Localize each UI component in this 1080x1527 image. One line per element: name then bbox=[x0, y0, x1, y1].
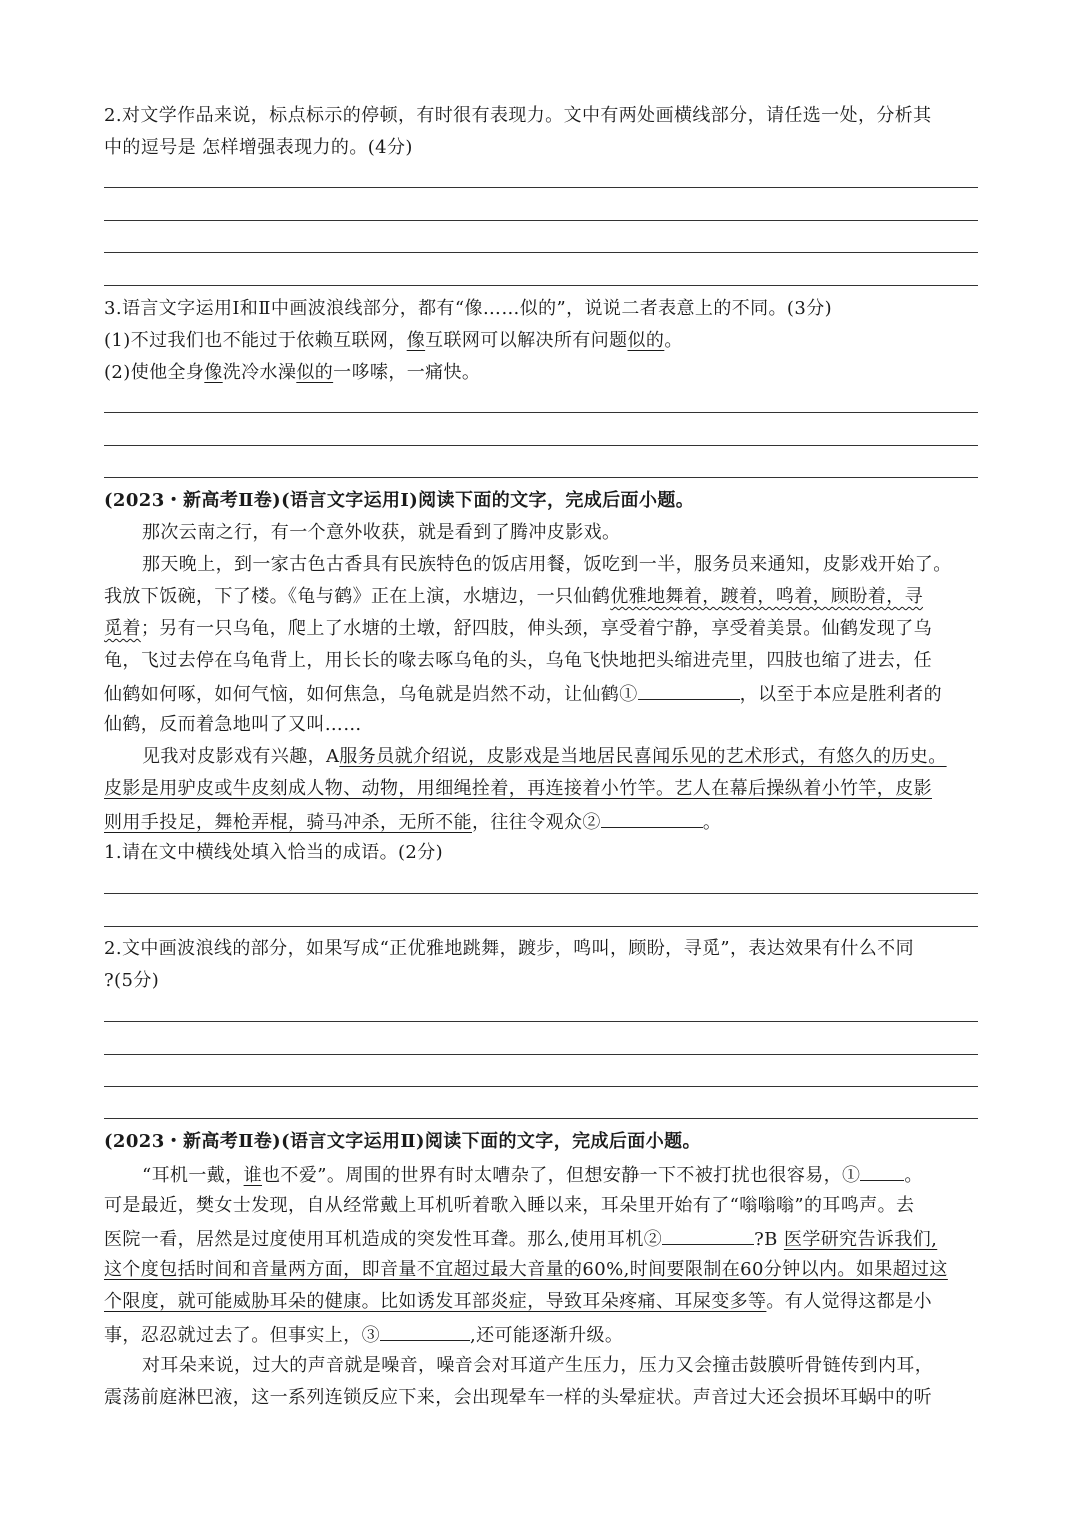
answer-line[interactable] bbox=[104, 1021, 978, 1022]
text-span: ，往往令观众② bbox=[472, 812, 601, 833]
fill-blank-3[interactable] bbox=[380, 1318, 470, 1341]
answer-line[interactable] bbox=[104, 1054, 978, 1055]
text-span: ，以至于本应是胜利者的 bbox=[739, 684, 943, 705]
passage-line: 可是最近，樊女士发现，自从经常戴上耳机听着歌入睡以来，耳朵里开始有了“嗡嗡嗡”的耳鸣声。去 bbox=[104, 1195, 915, 1216]
text-span: 我放下饭碗，下了楼。《龟与鹤》正在上演，水塘边，一只仙鹤 bbox=[104, 586, 611, 607]
text-span: 洗冷水澡 bbox=[222, 362, 297, 383]
q3-sentence-2 bbox=[104, 357, 978, 389]
passage-line bbox=[104, 1318, 978, 1352]
text-span: 见我对皮影戏有兴趣，A bbox=[142, 746, 340, 767]
q3-sentence-1 bbox=[104, 325, 978, 357]
underlined-word: 似的 bbox=[296, 362, 334, 383]
fill-blank-1[interactable] bbox=[860, 1158, 904, 1181]
answer-line[interactable] bbox=[104, 1086, 978, 1087]
text-span: 仙鹤如何啄，如何气恼，如何焦急，乌龟就是岿然不动，让仙鹤① bbox=[104, 684, 638, 705]
answer-line[interactable] bbox=[104, 252, 978, 253]
wavy-underline-text: 优雅地舞着，踱着，鸣着，顾盼着，寻 bbox=[610, 586, 924, 607]
text-span: 。 bbox=[702, 812, 722, 833]
fill-blank-2[interactable] bbox=[662, 1222, 754, 1245]
passage-line bbox=[104, 581, 978, 613]
section-header: (2023・新高考Ⅱ卷)(语言文字运用Ⅰ)阅读下面的文字，完成后面小题。 bbox=[104, 490, 695, 511]
section-header: (2023・新高考Ⅱ卷)(语言文字运用Ⅱ)阅读下面的文字，完成后面小题。 bbox=[104, 1131, 701, 1152]
passage-line: 仙鹤，反而着急地叫了又叫…… bbox=[104, 714, 362, 735]
text-span: ,还可能逐渐升级。 bbox=[470, 1325, 624, 1346]
passage-line bbox=[104, 1158, 978, 1192]
passage-line bbox=[104, 1222, 978, 1256]
passage-line bbox=[104, 1254, 978, 1286]
question-1: 1.请在文中横线处填入恰当的成语。(2分) bbox=[104, 842, 444, 863]
text-span: ?B bbox=[754, 1229, 784, 1250]
underlined-text: 个限度，就可能威胁耳朵的健康。比如诱发耳部炎症，导致耳朵疼痛、耳屎变多等 bbox=[104, 1291, 767, 1312]
passage-line: 龟，飞过去停在乌龟背上，用长长的喙去啄乌龟的头，乌龟飞快地把头缩进壳里，四肢也缩了进去，任 bbox=[104, 650, 932, 671]
underlined-text: 服务员就介绍说，皮影戏是当地居民喜闻乐见的艺术形式，有悠久的历史。 bbox=[339, 746, 947, 767]
underlined-text: 医学研究告诉我们, bbox=[783, 1229, 938, 1250]
underlined-text: 皮影是用驴皮或牛皮刻成人物、动物，用细绳拴着，再连接着小竹竿。艺人在幕后操纵着小竹竿，皮影 bbox=[104, 778, 932, 799]
underlined-word: 谁 bbox=[243, 1165, 263, 1186]
text-span: ；另有一只乌龟，爬上了水塘的土墩，舒四肢，伸头颈，享受着宁静，享受着美景。仙鹤发现了乌 bbox=[140, 618, 933, 639]
answer-line[interactable] bbox=[104, 926, 978, 927]
passage-line: 那次云南之行，有一个意外收获，就是看到了腾冲皮影戏。 bbox=[142, 522, 621, 543]
passage-line bbox=[104, 1286, 978, 1318]
q2-text-line-2: 中的逗号是 怎样增强表现力的。(4分) bbox=[104, 137, 413, 158]
passage-line bbox=[104, 741, 978, 773]
answer-line[interactable] bbox=[104, 893, 978, 894]
text-span: (1)不过我们也不能过于依赖互联网， bbox=[104, 330, 407, 351]
text-span: 事，忍忍就过去了。但事实上，③ bbox=[104, 1325, 380, 1346]
text-span: “耳机一戴， bbox=[142, 1165, 244, 1186]
passage-line: 那天晚上，到一家古色古香具有民族特色的饭店用餐，饭吃到一半，服务员来通知，皮影戏开始了。 bbox=[142, 554, 952, 575]
answer-line[interactable] bbox=[104, 285, 978, 286]
answer-line[interactable] bbox=[104, 412, 978, 413]
text-span: 也不爱”。周围的世界有时太嘈杂了，但想安静一下不被打扰也很容易，① bbox=[262, 1165, 861, 1186]
question-2-line-2: ?(5分) bbox=[104, 970, 160, 991]
answer-line[interactable] bbox=[104, 445, 978, 446]
answer-line[interactable] bbox=[104, 220, 978, 221]
text-span: 。 bbox=[664, 330, 683, 351]
underlined-text: 则用手投足，舞枪弄棍，骑马冲杀，无所不能 bbox=[104, 812, 472, 833]
q3-text: 3.语言文字运用Ⅰ和Ⅱ中画波浪线部分，都有“像……似的”，说说二者表意上的不同。(3分) bbox=[104, 298, 833, 319]
wavy-underline-text: 觅着 bbox=[104, 618, 141, 639]
question-2-line-1: 2.文中画波浪线的部分，如果写成“正优雅地跳舞，踱步，鸣叫，顾盼，寻觅”，表达效果有什么不同 bbox=[104, 938, 914, 959]
answer-line[interactable] bbox=[104, 477, 978, 478]
text-span: 。有人觉得这都是小 bbox=[766, 1291, 933, 1312]
passage-line bbox=[104, 677, 978, 711]
text-span: 医院一看，居然是过度使用耳机造成的突发性耳聋。那么,使用耳机② bbox=[104, 1229, 663, 1250]
answer-line[interactable] bbox=[104, 187, 978, 188]
text-span: 。 bbox=[904, 1165, 923, 1186]
answer-line[interactable] bbox=[104, 1118, 978, 1119]
fill-blank-2[interactable] bbox=[601, 805, 703, 828]
underlined-word: 似的 bbox=[627, 330, 665, 351]
underlined-word: 像 bbox=[204, 362, 223, 383]
underlined-word: 像 bbox=[406, 330, 426, 351]
passage-line: 对耳朵来说，过大的声音就是噪音，噪音会对耳道产生压力，压力又会撞击鼓膜听骨链传到内耳， bbox=[142, 1355, 934, 1376]
passage-line bbox=[104, 613, 978, 645]
text-span: (2)使他全身 bbox=[104, 362, 205, 383]
passage-line bbox=[104, 773, 978, 805]
text-span: 互联网可以解决所有问题 bbox=[425, 330, 628, 351]
underlined-text: 这个度包括时间和音量两方面，即音量不宜超过最大音量的60%,时间要限制在60分钟以内。如果超过这 bbox=[104, 1259, 948, 1280]
q2-text-line-1: 2.对文学作品来说，标点标示的停顿，有时很有表现力。文中有两处画横线部分，请任选一处，分析其 bbox=[104, 105, 932, 126]
fill-blank-1[interactable] bbox=[638, 677, 740, 700]
passage-line: 震荡前庭淋巴液，这一系列连锁反应下来，会出现晕车一样的头晕症状。声音过大还会损坏耳蜗中的听 bbox=[104, 1387, 932, 1408]
text-span: 一哆嗦，一痛快。 bbox=[333, 362, 481, 383]
passage-line bbox=[104, 805, 978, 839]
